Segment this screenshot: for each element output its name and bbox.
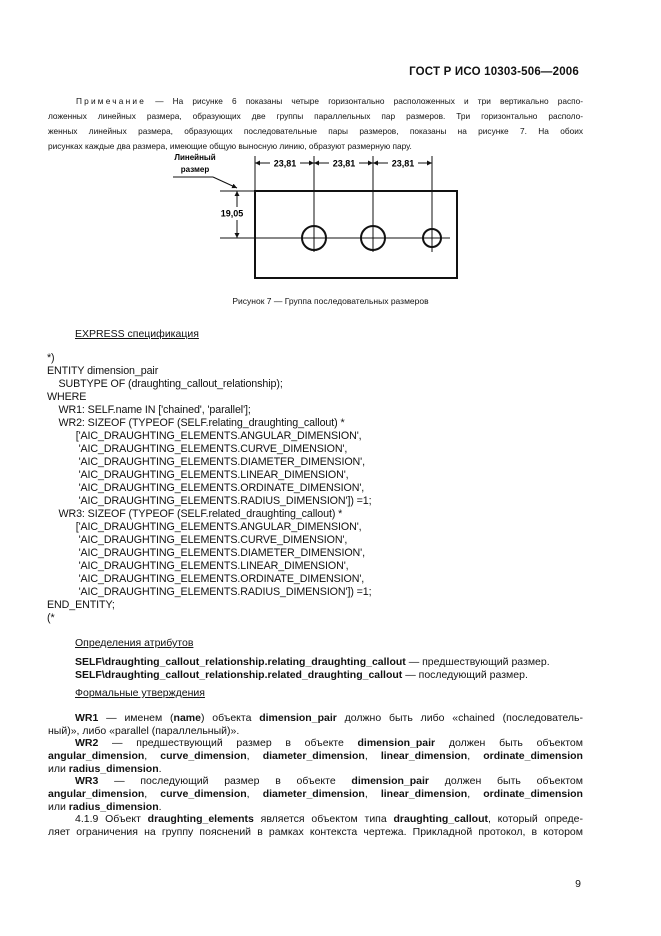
dimension-value-1: 23,81 xyxy=(273,158,297,169)
attribute-definition-2: SELF\draughting_callout_relationship.related_draughting_callout — последующий размер. xyxy=(75,669,528,681)
leader-line xyxy=(213,177,237,188)
attributes-heading: Определения атрибутов xyxy=(75,637,194,649)
code-line: 'AIC_DRAUGHTING_ELEMENTS.LINEAR_DIMENSION', xyxy=(47,469,349,481)
figure-7-drawing xyxy=(165,148,465,288)
attribute-definition-1: SELF\draughting_callout_relationship.relating_draughting_callout — предшествующий размер. xyxy=(75,656,550,668)
attribute-term: SELF\draughting_callout_relationship.relating_draughting_callout xyxy=(75,656,406,668)
clause-number: 4.1.9 xyxy=(75,813,99,825)
express-code-block xyxy=(47,352,372,625)
code-line: ENTITY dimension_pair xyxy=(47,365,159,377)
code-line: WHERE xyxy=(47,391,87,403)
rule-wr1: WR1 — именем (name) объекта dimension_pair должно быть либо «chained (последователь- ный)», либо «parallel (параллельный)». xyxy=(48,712,583,737)
page-number: 9 xyxy=(575,878,581,890)
attribute-term: SELF\draughting_callout_relationship.related_draughting_callout xyxy=(75,669,403,681)
code-line: 'AIC_DRAUGHTING_ELEMENTS.ORDINATE_DIMENSION', xyxy=(47,482,365,494)
dimension-value-2: 23,81 xyxy=(332,158,356,169)
code-line: SUBTYPE OF (draughting_callout_relationship); xyxy=(47,378,283,390)
note-label: Примечание xyxy=(76,96,147,106)
code-line: (* xyxy=(47,612,55,624)
note-line-1: Примечание — На рисунке 6 показаны четыре горизонтально расположенных и три вертикально распо- xyxy=(76,96,583,106)
code-line: END_ENTITY; xyxy=(47,599,115,611)
code-line: WR3: SIZEOF (TYPEOF (SELF.related_draughting_callout) * xyxy=(47,508,343,520)
figure-caption: Рисунок 7 — Группа последовательных размеров xyxy=(232,296,429,306)
figure-label-line-1: Линейный xyxy=(174,153,216,162)
rules-heading: Формальные утверждения xyxy=(75,687,205,699)
part-outline xyxy=(255,191,457,278)
rule-wr3: WR3 — последующий размер в объекте dimension_pair должен быть объектом angular_dimension, curve_dimension, diameter_dimension, linear_dimension, ordinate_dimension или radius_dimension. xyxy=(48,775,583,813)
code-line: 'AIC_DRAUGHTING_ELEMENTS.LINEAR_DIMENSION', xyxy=(47,560,349,572)
note-line-3: женных линейных размера, образующих последовательные пары размеров, показаны на рисунке 7. На обоих xyxy=(48,126,583,136)
rule-wr2: WR2 — предшествующий размер в объекте dimension_pair должен быть объектом angular_dimension, curve_dimension, diameter_dimension, linear_dimension, ordinate_dimension или radius_dimension. xyxy=(48,737,583,775)
dimension-value-3: 23,81 xyxy=(391,158,415,169)
figure-note xyxy=(48,94,583,154)
code-line: 'AIC_DRAUGHTING_ELEMENTS.RADIUS_DIMENSION']) =1; xyxy=(47,586,372,598)
vertical-dimension-value: 19,05 xyxy=(220,208,244,219)
code-line: 'AIC_DRAUGHTING_ELEMENTS.DIAMETER_DIMENSION', xyxy=(47,547,365,559)
express-heading: EXPRESS спецификация xyxy=(75,328,199,340)
code-line: *) xyxy=(47,352,55,364)
code-line: 'AIC_DRAUGHTING_ELEMENTS.CURVE_DIMENSION', xyxy=(47,443,348,455)
code-line: 'AIC_DRAUGHTING_ELEMENTS.RADIUS_DIMENSION']) =1; xyxy=(47,495,372,507)
document-header: ГОСТ Р ИСО 10303-506—2006 xyxy=(409,66,579,78)
code-line: 'AIC_DRAUGHTING_ELEMENTS.DIAMETER_DIMENSION', xyxy=(47,456,365,468)
figure-label-line-2: размер xyxy=(180,165,210,174)
code-line: WR2: SIZEOF (TYPEOF (SELF.relating_draughting_callout) * xyxy=(47,417,345,429)
code-line: 'AIC_DRAUGHTING_ELEMENTS.CURVE_DIMENSION', xyxy=(47,534,348,546)
clause-4-1-9: 4.1.9 Объект draughting_elements является объектом типа draughting_callout, который опреде- ляет ограничения на группу пояснений в рамках контекста чертежа. Прикладной протокол, в котором xyxy=(48,813,583,838)
note-line-4: рисунках каждые два размера, имеющие общую выносную линию, образуют размерную пару. xyxy=(48,141,412,151)
note-line-2: ложенных линейных размера, образующих две группы параллельных пар размеров. Три горизонтально располо- xyxy=(48,111,583,121)
code-line: ['AIC_DRAUGHTING_ELEMENTS.ANGULAR_DIMENSION', xyxy=(47,521,362,533)
code-line: WR1: SELF.name IN ['chained', 'parallel']; xyxy=(47,404,251,416)
code-line: 'AIC_DRAUGHTING_ELEMENTS.ORDINATE_DIMENSION', xyxy=(47,573,365,585)
code-line: ['AIC_DRAUGHTING_ELEMENTS.ANGULAR_DIMENSION', xyxy=(47,430,362,442)
